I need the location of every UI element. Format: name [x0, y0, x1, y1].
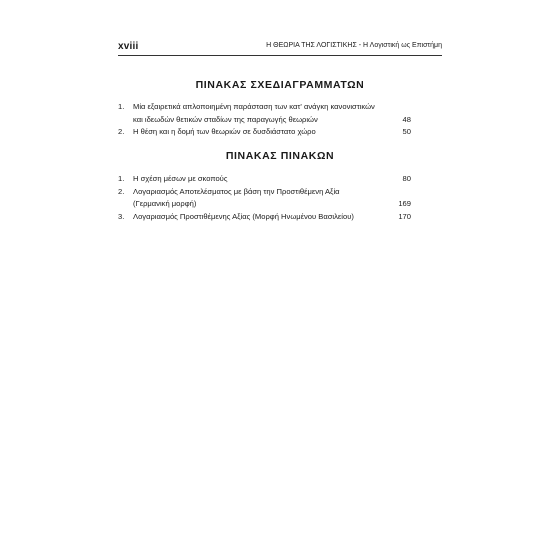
- list-item: [118, 126, 411, 139]
- entry-text-line: Λογαριασμός Αποτελέσματος με βάση την Προστιθέμενη Αξία: [133, 186, 340, 196]
- figures-list: [118, 101, 411, 139]
- entry-page-number: 48: [402, 114, 411, 124]
- entry-text-line: Η θέση και η δομή των θεωριών σε δυσδιάστατο χώρο: [133, 127, 316, 136]
- entry-page-number: 170: [398, 211, 411, 221]
- entry-text-line: και ιδεωδών θετικών σταδίων της παραγωγής θεωριών: [133, 114, 318, 124]
- entry-text-line: Μία εξαιρετικά απλοποιημένη παράσταση των κατ' ανάγκη κανονιστικών: [133, 102, 375, 111]
- running-title: Η ΘΕΩΡΙΑ ΤΗΣ ΛΟΓΙΣΤΙΚΗΣ - Η Λογιστική ως Επιστήμη: [266, 42, 442, 49]
- entry-number: 2.: [118, 186, 125, 196]
- entry-text-line: (Γερμανική μορφή): [133, 199, 197, 208]
- entry-number: 1.: [118, 102, 125, 111]
- entry-number: 2.: [118, 127, 125, 136]
- entry-text-line: Η σχέση μέσων με σκοπούς: [133, 174, 228, 183]
- running-header: [118, 41, 442, 53]
- entry-page-number: 169: [398, 199, 411, 208]
- page-number: xviii: [118, 41, 139, 52]
- header-rule: [118, 55, 442, 56]
- list-item: [118, 173, 411, 186]
- figures-heading: ΠΙΝΑΚΑΣ ΣΧΕΔΙΑΓΡΑΜΜΑΤΩΝ: [195, 79, 365, 91]
- tables-heading: ΠΙΝΑΚΑΣ ΠΙΝΑΚΩΝ: [225, 150, 335, 162]
- list-item: [118, 101, 411, 126]
- entry-text-line: Λογαριασμός Προστιθέμενης Αξίας (Μορφή Ηνωμένου Βασιλείου): [133, 211, 354, 221]
- list-item: [118, 211, 411, 224]
- entry-page-number: 80: [402, 174, 411, 183]
- entry-number: 3.: [118, 211, 125, 221]
- entry-page-number: 50: [402, 127, 411, 136]
- entry-number: 1.: [118, 174, 125, 183]
- list-item: [118, 186, 411, 211]
- tables-list: [118, 173, 411, 223]
